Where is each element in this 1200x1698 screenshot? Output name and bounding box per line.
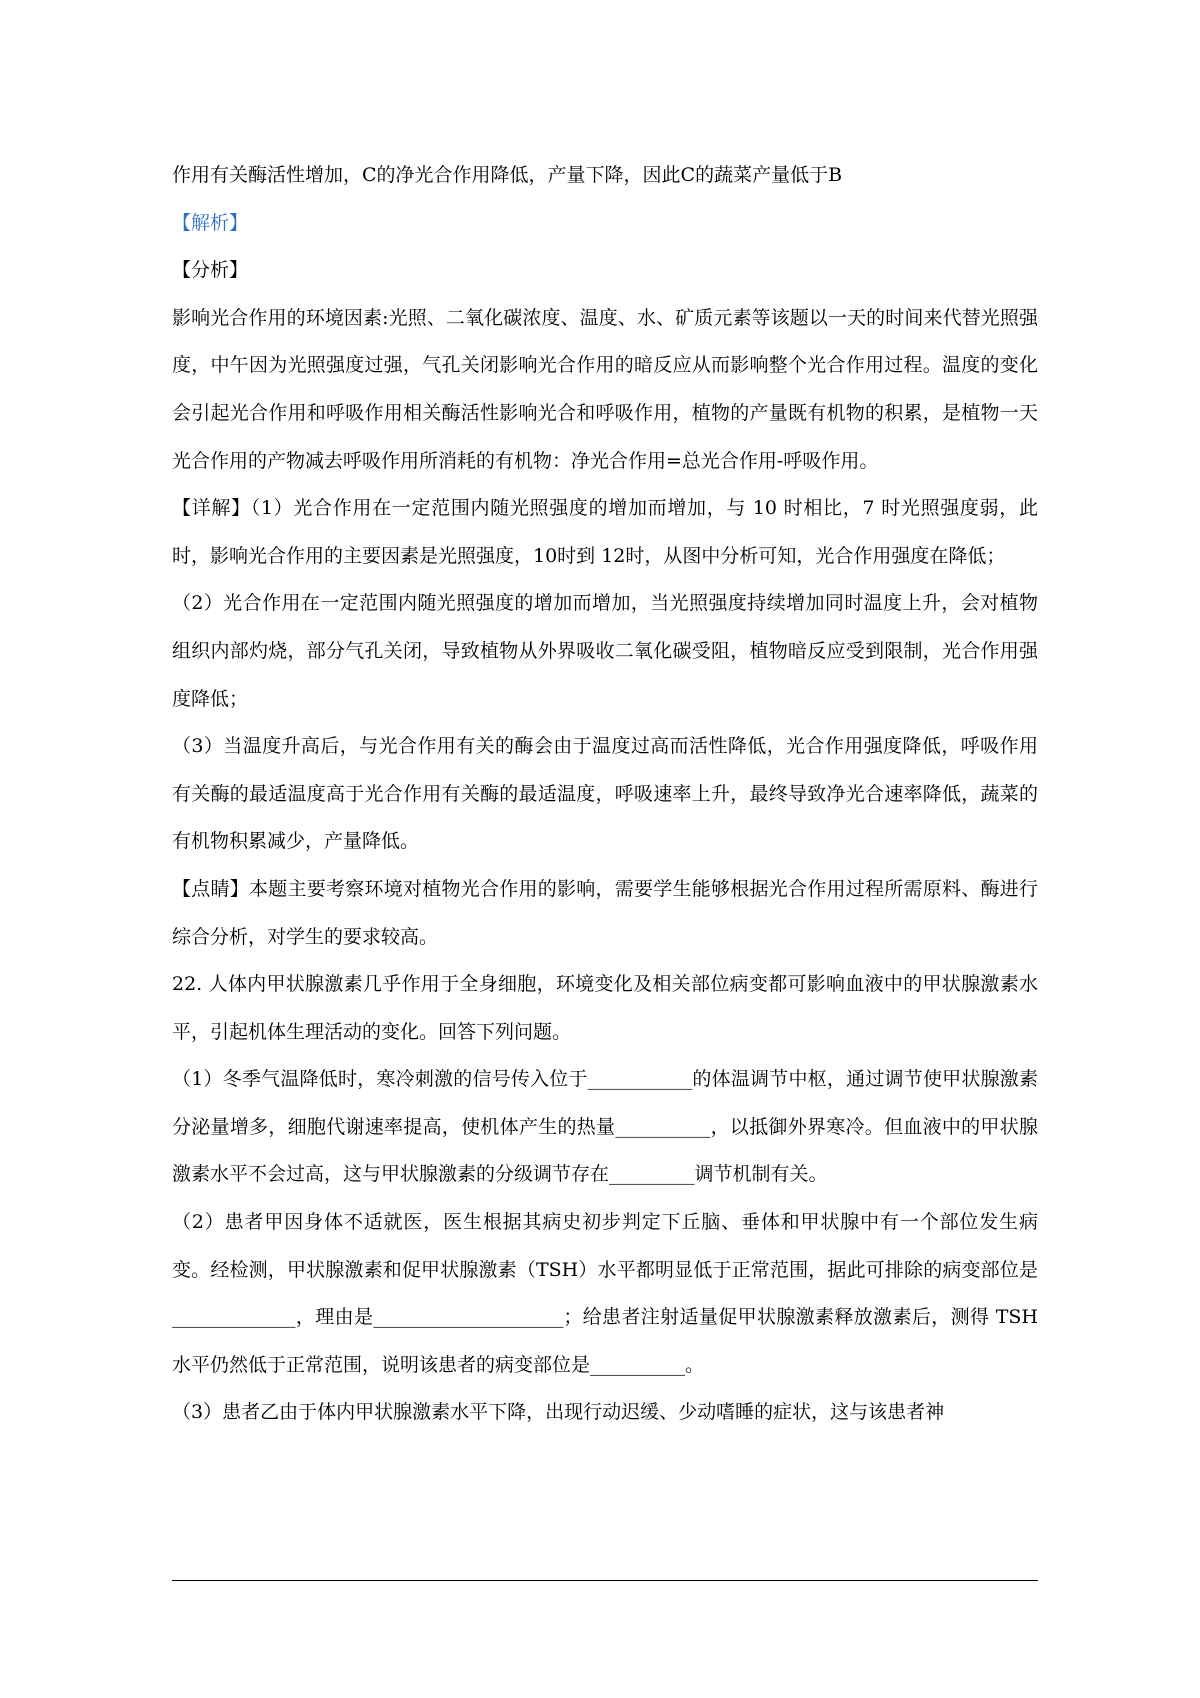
question-22-part-3: （3）患者乙由于体内甲状腺激素水平下降，出现行动迟缓、少动嗜睡的症状，这与该患者神 bbox=[172, 1401, 945, 1424]
dianjing-text: 本题主要考察环境对植物光合作用的影响，需要学生能够根据光合作用过程所需原料、酶进行综合分析，对学生的要求较高。 bbox=[172, 877, 1038, 948]
document-body bbox=[172, 152, 1038, 1437]
footer-divider bbox=[172, 1580, 1038, 1581]
dianjing-label: 【点睛】 bbox=[172, 877, 249, 900]
question-22-stem: 22. 人体内甲状腺激素几乎作用于全身细胞，环境变化及相关部位病变都可影响血液中的甲状腺激素水平，引起机体生理活动的变化。回答下列问题。 bbox=[172, 973, 1038, 1043]
fenxi-paragraph: 影响光合作用的环境因素:光照、二氧化碳浓度、温度、水、矿质元素等该题以一天的时间来代替光照强度，中午因为光照强度过强，气孔关闭影响光合作用的暗反应从而影响整个光合作用过程。温度的变化会引起光合作用和呼吸作用相关酶活性影响光合和呼吸作用，植物的产量既有机物的积累，是植物一天光合作用的产物减去呼吸作用所消耗的有机物：净光合作用=总光合作用-呼吸作用。 bbox=[172, 306, 1038, 472]
jiexi-label: 【解析】 bbox=[172, 211, 249, 234]
continuation-line: 作用有关酶活性增加，C的净光合作用降低，产量下降，因此C的蔬菜产量低于B bbox=[172, 164, 843, 186]
xiangjie-paragraph-2: （2）光合作用在一定范围内随光照强度的增加而增加，当光照强度持续增加同时温度上升，会对植物组织内部灼烧，部分气孔关闭，导致植物从外界吸收二氧化碳受阻，植物暗反应受到限制，光合作用强度降低； bbox=[172, 592, 1038, 710]
xiangjie-label: 【详解】 bbox=[172, 497, 251, 520]
fenxi-label: 【分析】 bbox=[172, 259, 249, 282]
question-22-part-1: （1）冬季气温降低时，寒冷刺激的信号传入位于___________的体温调节中枢，通过调节使甲状腺激素分泌量增多，细胞代谢速率提高，使机体产生的热量__________，以抵御外界寒冷。但血液中的甲状腺激素水平不会过高，这与甲状腺激素的分级调节存在_________调节机制有关。 bbox=[172, 1068, 1038, 1186]
xiangjie-part-1: （1）光合作用在一定范围内随光照强度的增加而增加，与 10 时相比，7 时光照强度弱，此时，影响光合作用的主要因素是光照强度，10时到 12时，从图中分析可知，光合作用强度在降低； bbox=[172, 497, 1038, 567]
xiangjie-paragraph-3: （3）当温度升高后，与光合作用有关的酶会由于温度过高而活性降低，光合作用强度降低，呼吸作用有关酶的最适温度高于光合作用有关酶的最适温度，呼吸速率上升，最终导致净光合速率降低，蔬菜的有机物积累减少，产量降低。 bbox=[172, 735, 1038, 853]
xiangjie-paragraph-1 bbox=[172, 485, 1038, 580]
question-22-part-2: （2）患者甲因身体不适就医，医生根据其病史初步判定下丘脑、垂体和甲状腺中有一个部位发生病变。经检测，甲状腺激素和促甲状腺激素（TSH）水平都明显低于正常范围，据此可排除的病变部位是_____________，理由是____________________；给患者注射适量促甲状腺激素释放激素后，测得 TSH水平仍然低于正常范围，说明该患者的病变部位是__________。 bbox=[172, 1211, 1038, 1376]
dianjing-paragraph bbox=[172, 866, 1038, 961]
